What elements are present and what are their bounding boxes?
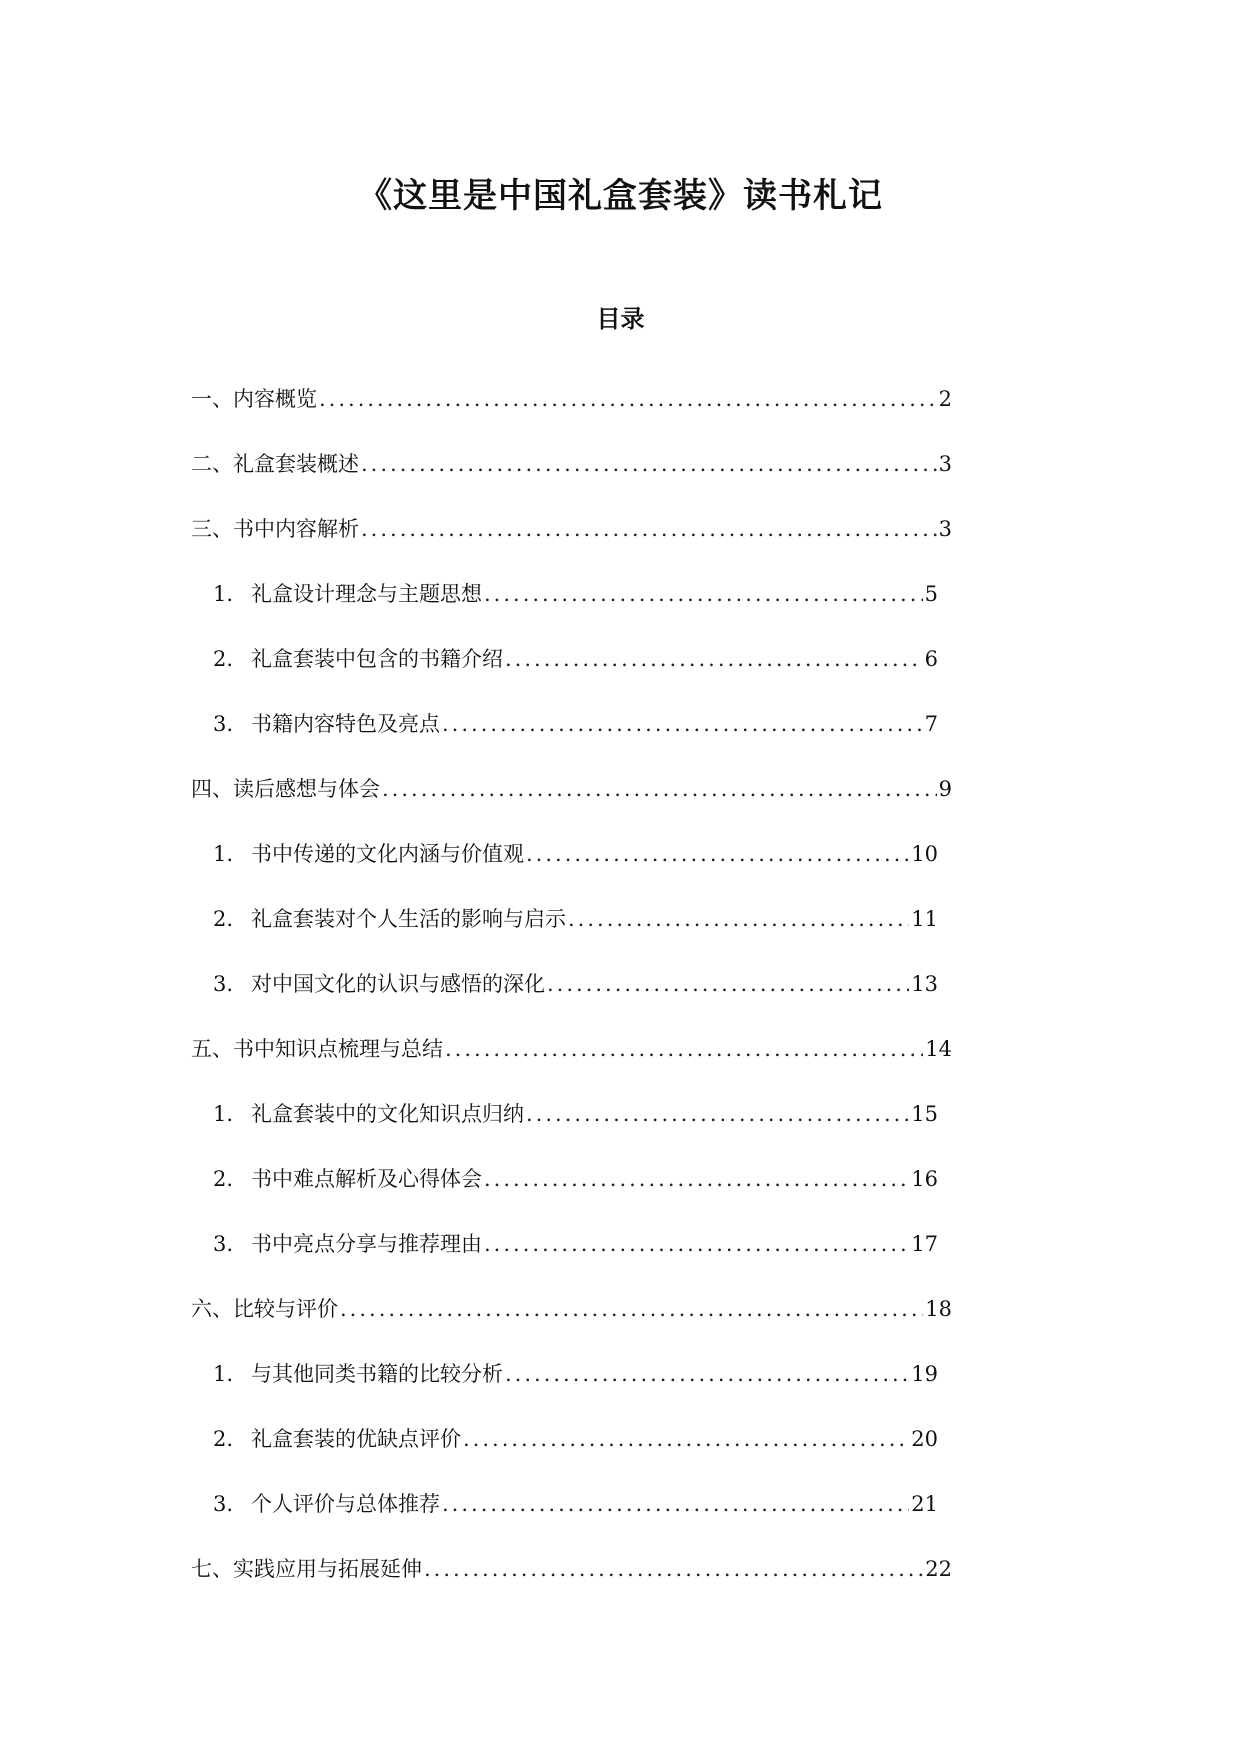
toc-subentry[interactable] (213, 1360, 938, 1425)
toc-dot-leader (442, 1490, 909, 1518)
toc-page-number: 6 (924, 647, 938, 671)
toc-subentry-number: 1. (213, 1102, 234, 1126)
toc-entry-text: 六、比较与评价 (191, 1297, 338, 1321)
toc-entry-text: 七、实践应用与拓展延伸 (191, 1557, 422, 1581)
toc-dot-leader (361, 515, 937, 543)
toc-page-number: 20 (911, 1427, 938, 1451)
toc-subentry-number: 2. (213, 907, 234, 931)
toc-page-number: 19 (911, 1362, 938, 1386)
toc-page-number: 18 (925, 1297, 952, 1321)
toc-dot-leader (568, 905, 909, 933)
toc-entry[interactable] (191, 1035, 952, 1100)
toc-subentry-text: 书籍内容特色及亮点 (251, 712, 440, 736)
toc-page-number: 21 (911, 1492, 938, 1516)
toc-subentry[interactable] (213, 1490, 938, 1555)
toc-dot-leader (319, 385, 937, 413)
toc-page-number: 11 (911, 907, 938, 931)
toc-entry[interactable] (191, 515, 952, 580)
toc-entry[interactable] (191, 1555, 952, 1620)
toc-dot-leader (505, 645, 923, 673)
toc-page-number: 14 (925, 1037, 952, 1061)
toc-subentry[interactable] (213, 1230, 938, 1295)
toc-dot-leader (361, 450, 937, 478)
toc-dot-leader (526, 840, 909, 868)
toc-subentry-text: 礼盒套装的优缺点评价 (251, 1427, 461, 1451)
toc-subentry[interactable] (213, 710, 938, 775)
toc-dot-leader (442, 710, 923, 738)
toc-subentry-text: 礼盒套装中的文化知识点归纳 (251, 1102, 524, 1126)
toc-dot-leader (340, 1295, 923, 1323)
toc-dot-leader (526, 1100, 909, 1128)
toc-subentry-text: 与其他同类书籍的比较分析 (251, 1362, 503, 1386)
toc-page-number: 3 (938, 452, 952, 476)
toc-entry[interactable] (191, 450, 952, 515)
toc-entry-text: 二、礼盒套装概述 (191, 452, 359, 476)
toc-subentry[interactable] (213, 1165, 938, 1230)
toc-subentry[interactable] (213, 905, 938, 970)
toc-page-number: 2 (938, 387, 952, 411)
toc-dot-leader (382, 775, 937, 803)
toc-subentry-number: 1. (213, 842, 234, 866)
table-of-contents (0, 385, 1241, 1620)
toc-dot-leader (547, 970, 909, 998)
toc-subentry-text: 对中国文化的认识与感悟的深化 (251, 972, 545, 996)
toc-page-number: 9 (938, 777, 952, 801)
toc-subentry[interactable] (213, 580, 938, 645)
toc-subentry-text: 个人评价与总体推荐 (251, 1492, 440, 1516)
toc-subentry-number: 2. (213, 1427, 234, 1451)
toc-subentry[interactable] (213, 1425, 938, 1490)
toc-subentry[interactable] (213, 645, 938, 710)
toc-entry[interactable] (191, 385, 952, 450)
toc-page-number: 7 (924, 712, 938, 736)
toc-subentry-text: 礼盒套装中包含的书籍介绍 (251, 647, 503, 671)
toc-subentry-number: 2. (213, 1167, 234, 1191)
toc-page-number: 13 (911, 972, 938, 996)
toc-subentry-text: 书中亮点分享与推荐理由 (251, 1232, 482, 1256)
toc-subentry-text: 书中传递的文化内涵与价值观 (251, 842, 524, 866)
document-title: 《这里是中国礼盒套装》读书札记 (358, 175, 883, 216)
toc-subentry-number: 1. (213, 1362, 234, 1386)
toc-subentry-text: 礼盒设计理念与主题思想 (251, 582, 482, 606)
toc-page-number: 17 (911, 1232, 938, 1256)
toc-dot-leader (505, 1360, 909, 1388)
toc-page-number: 10 (911, 842, 938, 866)
toc-page-number: 16 (911, 1167, 938, 1191)
toc-page-number: 22 (925, 1557, 952, 1581)
toc-dot-leader (484, 1230, 909, 1258)
toc-page-number: 5 (924, 582, 938, 606)
toc-entry[interactable] (191, 775, 952, 840)
toc-subentry-number: 3. (213, 1232, 234, 1256)
toc-entry-text: 四、读后感想与体会 (191, 777, 380, 801)
toc-dot-leader (424, 1555, 923, 1583)
toc-subentry-number: 2. (213, 647, 234, 671)
toc-entry[interactable] (191, 1295, 952, 1360)
toc-page-number: 15 (911, 1102, 938, 1126)
toc-entry-text: 三、书中内容解析 (191, 517, 359, 541)
toc-dot-leader (445, 1035, 923, 1063)
toc-entry-text: 一、内容概览 (191, 387, 317, 411)
toc-dot-leader (463, 1425, 909, 1453)
toc-subentry[interactable] (213, 1100, 938, 1165)
toc-subentry[interactable] (213, 840, 938, 905)
toc-dot-leader (484, 1165, 909, 1193)
toc-subentry-number: 1. (213, 582, 234, 606)
toc-subentry-text: 礼盒套装对个人生活的影响与启示 (251, 907, 566, 931)
toc-subentry-number: 3. (213, 712, 234, 736)
toc-subentry[interactable] (213, 970, 938, 1035)
toc-subentry-text: 书中难点解析及心得体会 (251, 1167, 482, 1191)
toc-dot-leader (484, 580, 923, 608)
toc-subentry-number: 3. (213, 1492, 234, 1516)
toc-entry-text: 五、书中知识点梳理与总结 (191, 1037, 443, 1061)
toc-page-number: 3 (938, 517, 952, 541)
toc-heading: 目录 (596, 304, 645, 333)
toc-subentry-number: 3. (213, 972, 234, 996)
